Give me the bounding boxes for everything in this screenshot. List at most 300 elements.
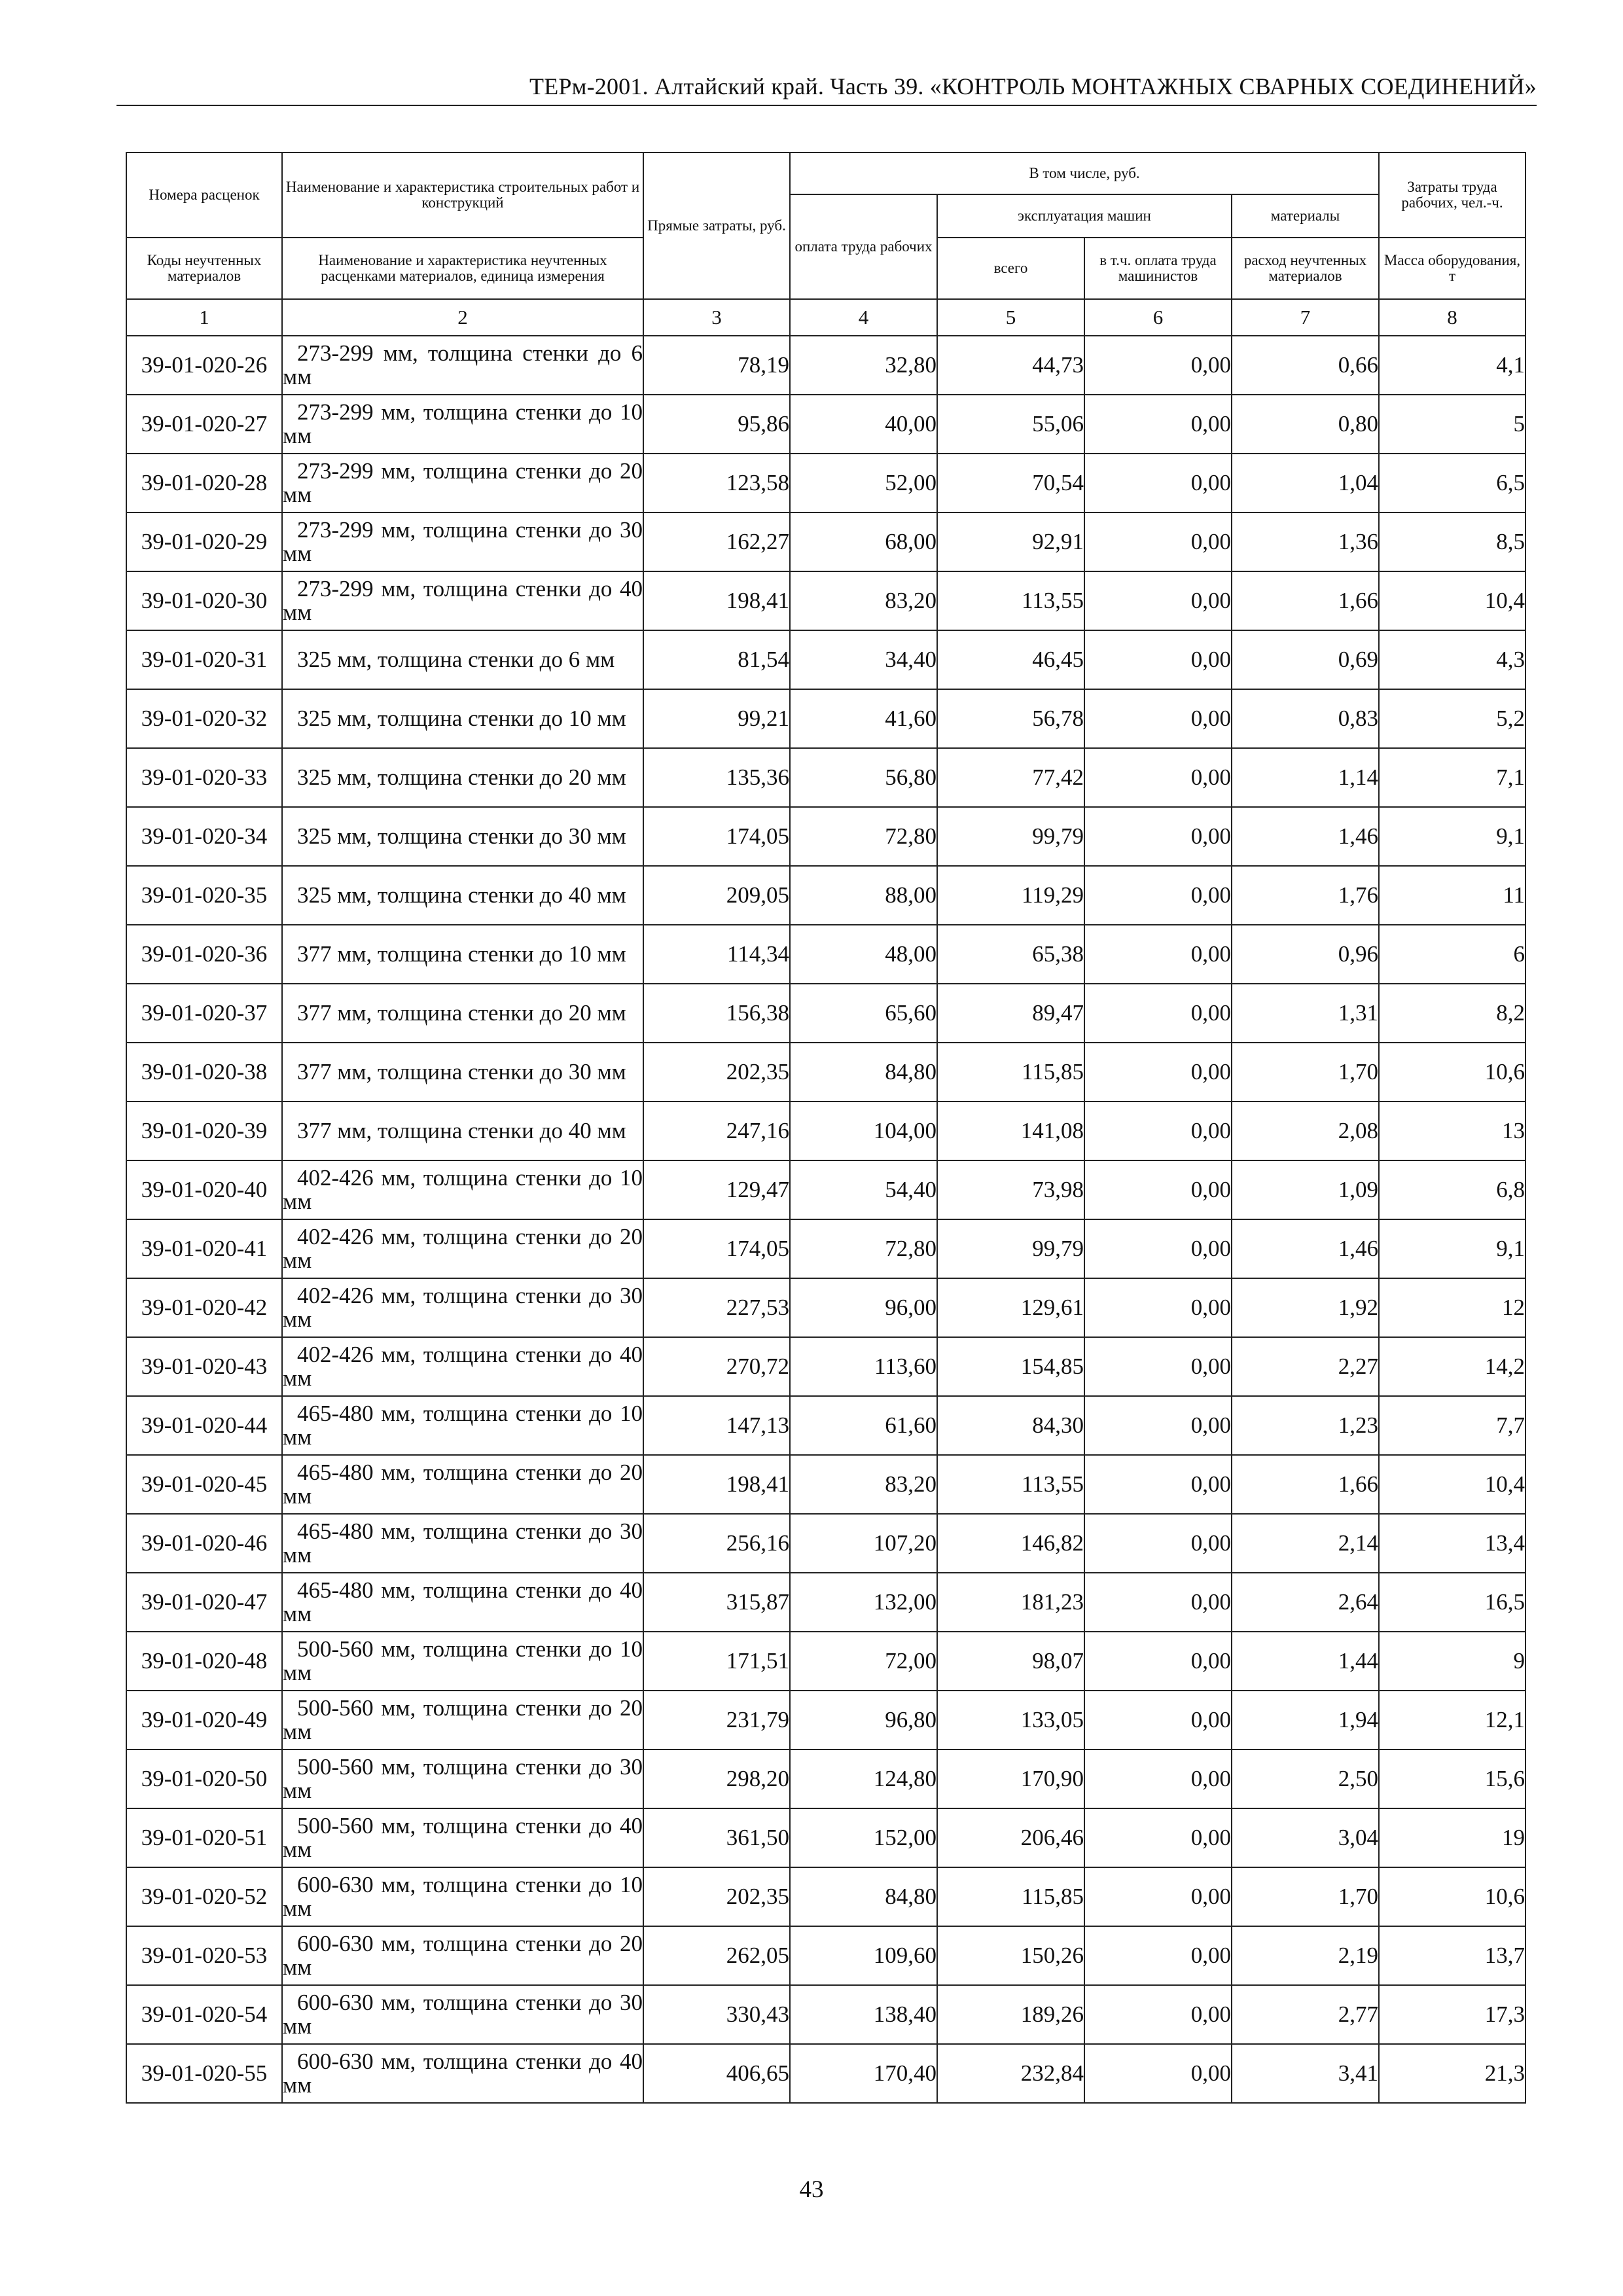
table-header	[126, 152, 1525, 336]
rate-code: 39-01-020-45	[126, 1455, 282, 1514]
column-number: 6	[1084, 299, 1232, 336]
work-name: 325 мм, толщина стенки до 30 мм	[297, 823, 626, 849]
work-name-cell	[282, 571, 643, 630]
table-row	[126, 1160, 1525, 1219]
direct-costs: 114,34	[643, 925, 790, 984]
machine-costs: 232,84	[937, 2044, 1084, 2103]
machine-costs: 133,05	[937, 1691, 1084, 1749]
table-row	[126, 630, 1525, 689]
worker-pay: 48,00	[790, 925, 937, 984]
materials-cost: 0,66	[1232, 336, 1379, 395]
header-labor-costs: Затраты труда рабочих, чел.-ч.	[1379, 152, 1525, 238]
direct-costs: 147,13	[643, 1396, 790, 1455]
rate-code: 39-01-020-28	[126, 454, 282, 512]
materials-cost: 1,76	[1232, 866, 1379, 925]
rate-code: 39-01-020-33	[126, 748, 282, 807]
direct-costs: 231,79	[643, 1691, 790, 1749]
work-name: 500-560 мм, толщина стенки до 40 мм	[283, 1813, 643, 1862]
table-row	[126, 454, 1525, 512]
machine-costs: 98,07	[937, 1632, 1084, 1691]
rate-code: 39-01-020-34	[126, 807, 282, 866]
labor-costs: 5,2	[1379, 689, 1525, 748]
machine-costs: 154,85	[937, 1337, 1084, 1396]
labor-costs: 7,7	[1379, 1396, 1525, 1455]
work-name: 273-299 мм, толщина стенки до 30 мм	[283, 517, 643, 566]
work-name-cell	[282, 807, 643, 866]
machinist-pay: 0,00	[1084, 571, 1232, 630]
table-row	[126, 1455, 1525, 1514]
work-name-cell	[282, 1867, 643, 1926]
labor-costs: 8,5	[1379, 512, 1525, 571]
machine-costs: 119,29	[937, 866, 1084, 925]
work-name: 273-299 мм, толщина стенки до 40 мм	[283, 576, 643, 625]
table-row	[126, 1632, 1525, 1691]
machine-costs: 55,06	[937, 395, 1084, 454]
machinist-pay: 0,00	[1084, 807, 1232, 866]
labor-costs: 13,7	[1379, 1926, 1525, 1985]
table-row	[126, 748, 1525, 807]
materials-cost: 1,23	[1232, 1396, 1379, 1455]
machinist-pay: 0,00	[1084, 1985, 1232, 2044]
materials-cost: 1,70	[1232, 1867, 1379, 1926]
materials-cost: 0,69	[1232, 630, 1379, 689]
work-name-cell	[282, 1926, 643, 1985]
work-name-cell	[282, 2044, 643, 2103]
worker-pay: 113,60	[790, 1337, 937, 1396]
work-name: 500-560 мм, толщина стенки до 30 мм	[283, 1754, 643, 1803]
header-machine-total: всего	[937, 238, 1084, 299]
work-name: 500-560 мм, толщина стенки до 10 мм	[283, 1636, 643, 1685]
machine-costs: 189,26	[937, 1985, 1084, 2044]
header-rule	[116, 105, 1537, 106]
work-name-cell	[282, 336, 643, 395]
work-name: 465-480 мм, толщина стенки до 20 мм	[283, 1460, 643, 1509]
worker-pay: 34,40	[790, 630, 937, 689]
rate-code: 39-01-020-43	[126, 1337, 282, 1396]
machine-costs: 170,90	[937, 1749, 1084, 1808]
direct-costs: 209,05	[643, 866, 790, 925]
table-row	[126, 395, 1525, 454]
header-direct-costs: Прямые затраты, руб.	[643, 152, 790, 299]
worker-pay: 109,60	[790, 1926, 937, 1985]
work-name: 402-426 мм, толщина стенки до 40 мм	[283, 1342, 643, 1391]
materials-cost: 1,09	[1232, 1160, 1379, 1219]
machinist-pay: 0,00	[1084, 1160, 1232, 1219]
labor-costs: 13	[1379, 1102, 1525, 1160]
machine-costs: 99,79	[937, 807, 1084, 866]
machinist-pay: 0,00	[1084, 925, 1232, 984]
work-name-cell	[282, 454, 643, 512]
rate-code: 39-01-020-53	[126, 1926, 282, 1985]
rate-code: 39-01-020-52	[126, 1867, 282, 1926]
header-materials: материалы	[1232, 194, 1379, 238]
work-name-cell	[282, 1808, 643, 1867]
header-unaccounted-consumption: расход неучтенных материалов	[1232, 238, 1379, 299]
header-work-name: Наименование и характеристика строительных работ и конструкций	[282, 152, 643, 238]
table-row	[126, 925, 1525, 984]
labor-costs: 4,1	[1379, 336, 1525, 395]
table-row	[126, 1043, 1525, 1102]
materials-cost: 1,66	[1232, 1455, 1379, 1514]
materials-cost: 2,14	[1232, 1514, 1379, 1573]
rate-code: 39-01-020-32	[126, 689, 282, 748]
materials-cost: 0,96	[1232, 925, 1379, 984]
table-row	[126, 866, 1525, 925]
worker-pay: 72,80	[790, 1219, 937, 1278]
labor-costs: 17,3	[1379, 1985, 1525, 2044]
labor-costs: 13,4	[1379, 1514, 1525, 1573]
labor-costs: 10,6	[1379, 1867, 1525, 1926]
column-number: 1	[126, 299, 282, 336]
worker-pay: 52,00	[790, 454, 937, 512]
work-name-cell	[282, 630, 643, 689]
column-numbers-row	[126, 299, 1525, 336]
materials-cost: 2,64	[1232, 1573, 1379, 1632]
work-name-cell	[282, 689, 643, 748]
table-row	[126, 1278, 1525, 1337]
direct-costs: 162,27	[643, 512, 790, 571]
machinist-pay: 0,00	[1084, 1867, 1232, 1926]
table-row	[126, 1808, 1525, 1867]
rate-code: 39-01-020-48	[126, 1632, 282, 1691]
machine-costs: 150,26	[937, 1926, 1084, 1985]
column-number: 4	[790, 299, 937, 336]
work-name: 465-480 мм, толщина стенки до 30 мм	[283, 1518, 643, 1568]
rate-code: 39-01-020-29	[126, 512, 282, 571]
direct-costs: 202,35	[643, 1867, 790, 1926]
work-name: 600-630 мм, толщина стенки до 30 мм	[283, 1990, 643, 2039]
work-name-cell	[282, 1337, 643, 1396]
labor-costs: 5	[1379, 395, 1525, 454]
materials-cost: 1,70	[1232, 1043, 1379, 1102]
table-row	[126, 807, 1525, 866]
machinist-pay: 0,00	[1084, 1926, 1232, 1985]
table-row	[126, 1219, 1525, 1278]
work-name: 325 мм, толщина стенки до 20 мм	[297, 764, 626, 790]
machine-costs: 89,47	[937, 984, 1084, 1043]
worker-pay: 32,80	[790, 336, 937, 395]
table-row	[126, 336, 1525, 395]
work-name: 325 мм, толщина стенки до 10 мм	[297, 706, 626, 731]
work-name-cell	[282, 748, 643, 807]
machinist-pay: 0,00	[1084, 1102, 1232, 1160]
materials-cost: 1,14	[1232, 748, 1379, 807]
work-name: 465-480 мм, толщина стенки до 40 мм	[283, 1577, 643, 1626]
materials-cost: 1,94	[1232, 1691, 1379, 1749]
labor-costs: 6	[1379, 925, 1525, 984]
machinist-pay: 0,00	[1084, 395, 1232, 454]
work-name-cell	[282, 1632, 643, 1691]
machinist-pay: 0,00	[1084, 1278, 1232, 1337]
worker-pay: 138,40	[790, 1985, 937, 2044]
labor-costs: 12,1	[1379, 1691, 1525, 1749]
direct-costs: 361,50	[643, 1808, 790, 1867]
materials-cost: 1,46	[1232, 807, 1379, 866]
rates-table	[126, 152, 1526, 2104]
work-name: 273-299 мм, толщина стенки до 6 мм	[283, 340, 643, 389]
table-row	[126, 1749, 1525, 1808]
machine-costs: 73,98	[937, 1160, 1084, 1219]
rate-code: 39-01-020-51	[126, 1808, 282, 1867]
worker-pay: 84,80	[790, 1043, 937, 1102]
rate-code: 39-01-020-44	[126, 1396, 282, 1455]
machinist-pay: 0,00	[1084, 1749, 1232, 1808]
machinist-pay: 0,00	[1084, 1337, 1232, 1396]
worker-pay: 132,00	[790, 1573, 937, 1632]
header-material-codes: Коды неучтенных материалов	[126, 238, 282, 299]
rate-code: 39-01-020-27	[126, 395, 282, 454]
work-name: 377 мм, толщина стенки до 40 мм	[297, 1118, 626, 1143]
work-name: 600-630 мм, толщина стенки до 40 мм	[283, 2049, 643, 2098]
direct-costs: 174,05	[643, 807, 790, 866]
machine-costs: 181,23	[937, 1573, 1084, 1632]
worker-pay: 83,20	[790, 571, 937, 630]
work-name-cell	[282, 1102, 643, 1160]
worker-pay: 72,00	[790, 1632, 937, 1691]
table-row	[126, 1573, 1525, 1632]
rate-code: 39-01-020-55	[126, 2044, 282, 2103]
rate-code: 39-01-020-54	[126, 1985, 282, 2044]
direct-costs: 330,43	[643, 1985, 790, 2044]
materials-cost: 3,41	[1232, 2044, 1379, 2103]
machine-costs: 84,30	[937, 1396, 1084, 1455]
worker-pay: 84,80	[790, 1867, 937, 1926]
table-row	[126, 1867, 1525, 1926]
work-name-cell	[282, 1160, 643, 1219]
machinist-pay: 0,00	[1084, 1043, 1232, 1102]
machine-costs: 129,61	[937, 1278, 1084, 1337]
column-number: 8	[1379, 299, 1525, 336]
work-name-cell	[282, 1219, 643, 1278]
header-including: В том числе, руб.	[790, 152, 1379, 194]
worker-pay: 61,60	[790, 1396, 937, 1455]
rate-code: 39-01-020-47	[126, 1573, 282, 1632]
table-row	[126, 1691, 1525, 1749]
rate-code: 39-01-020-39	[126, 1102, 282, 1160]
work-name: 402-426 мм, толщина стенки до 20 мм	[283, 1224, 643, 1273]
work-name-cell	[282, 984, 643, 1043]
work-name: 600-630 мм, толщина стенки до 10 мм	[283, 1872, 643, 1921]
work-name: 325 мм, толщина стенки до 40 мм	[297, 882, 626, 908]
machinist-pay: 0,00	[1084, 1396, 1232, 1455]
machine-costs: 141,08	[937, 1102, 1084, 1160]
worker-pay: 124,80	[790, 1749, 937, 1808]
materials-cost: 1,92	[1232, 1278, 1379, 1337]
work-name-cell	[282, 1514, 643, 1573]
labor-costs: 19	[1379, 1808, 1525, 1867]
worker-pay: 68,00	[790, 512, 937, 571]
materials-cost: 1,36	[1232, 512, 1379, 571]
work-name: 402-426 мм, толщина стенки до 10 мм	[283, 1165, 643, 1214]
header-worker-pay: оплата труда рабочих	[790, 194, 937, 299]
table-row	[126, 512, 1525, 571]
work-name-cell	[282, 1985, 643, 2044]
table-row	[126, 1926, 1525, 1985]
rate-code: 39-01-020-37	[126, 984, 282, 1043]
rate-code: 39-01-020-38	[126, 1043, 282, 1102]
machine-costs: 115,85	[937, 1867, 1084, 1926]
running-header: ТЕРм-2001. Алтайский край. Часть 39. «КОНТРОЛЬ МОНТАЖНЫХ СВАРНЫХ СОЕДИНЕНИЙ»	[529, 73, 1537, 99]
machinist-pay: 0,00	[1084, 336, 1232, 395]
worker-pay: 83,20	[790, 1455, 937, 1514]
machinist-pay: 0,00	[1084, 630, 1232, 689]
machinist-pay: 0,00	[1084, 512, 1232, 571]
labor-costs: 21,3	[1379, 2044, 1525, 2103]
materials-cost: 2,27	[1232, 1337, 1379, 1396]
worker-pay: 104,00	[790, 1102, 937, 1160]
table-row	[126, 2044, 1525, 2103]
materials-cost: 1,66	[1232, 571, 1379, 630]
machinist-pay: 0,00	[1084, 1808, 1232, 1867]
machine-costs: 77,42	[937, 748, 1084, 807]
work-name-cell	[282, 1278, 643, 1337]
rate-code: 39-01-020-46	[126, 1514, 282, 1573]
table-row	[126, 1396, 1525, 1455]
labor-costs: 12	[1379, 1278, 1525, 1337]
labor-costs: 6,5	[1379, 454, 1525, 512]
table-row	[126, 1985, 1525, 2044]
direct-costs: 174,05	[643, 1219, 790, 1278]
worker-pay: 65,60	[790, 984, 937, 1043]
direct-costs: 247,16	[643, 1102, 790, 1160]
direct-costs: 95,86	[643, 395, 790, 454]
direct-costs: 123,58	[643, 454, 790, 512]
worker-pay: 72,80	[790, 807, 937, 866]
work-name-cell	[282, 1749, 643, 1808]
machinist-pay: 0,00	[1084, 1632, 1232, 1691]
machine-costs: 206,46	[937, 1808, 1084, 1867]
materials-cost: 2,08	[1232, 1102, 1379, 1160]
labor-costs: 9,1	[1379, 1219, 1525, 1278]
rate-code: 39-01-020-50	[126, 1749, 282, 1808]
rate-code: 39-01-020-31	[126, 630, 282, 689]
worker-pay: 54,40	[790, 1160, 937, 1219]
machinist-pay: 0,00	[1084, 748, 1232, 807]
machine-costs: 92,91	[937, 512, 1084, 571]
work-name: 500-560 мм, толщина стенки до 20 мм	[283, 1695, 643, 1744]
materials-cost: 2,77	[1232, 1985, 1379, 2044]
work-name: 600-630 мм, толщина стенки до 20 мм	[283, 1931, 643, 1980]
materials-cost: 1,46	[1232, 1219, 1379, 1278]
labor-costs: 11	[1379, 866, 1525, 925]
materials-cost: 2,50	[1232, 1749, 1379, 1808]
machine-costs: 56,78	[937, 689, 1084, 748]
header-machinist-pay: в т.ч. оплата труда машинистов	[1084, 238, 1232, 299]
direct-costs: 202,35	[643, 1043, 790, 1102]
materials-cost: 1,04	[1232, 454, 1379, 512]
direct-costs: 135,36	[643, 748, 790, 807]
work-name-cell	[282, 512, 643, 571]
machine-costs: 70,54	[937, 454, 1084, 512]
work-name: 377 мм, толщина стенки до 20 мм	[297, 1000, 626, 1026]
machinist-pay: 0,00	[1084, 1573, 1232, 1632]
materials-cost: 1,31	[1232, 984, 1379, 1043]
work-name: 377 мм, толщина стенки до 30 мм	[297, 1059, 626, 1085]
direct-costs: 270,72	[643, 1337, 790, 1396]
labor-costs: 6,8	[1379, 1160, 1525, 1219]
work-name-cell	[282, 395, 643, 454]
direct-costs: 81,54	[643, 630, 790, 689]
column-number: 5	[937, 299, 1084, 336]
work-name-cell	[282, 1691, 643, 1749]
direct-costs: 156,38	[643, 984, 790, 1043]
machinist-pay: 0,00	[1084, 1514, 1232, 1573]
labor-costs: 10,4	[1379, 1455, 1525, 1514]
work-name-cell	[282, 1573, 643, 1632]
work-name-cell	[282, 1043, 643, 1102]
direct-costs: 256,16	[643, 1514, 790, 1573]
machine-costs: 65,38	[937, 925, 1084, 984]
machine-costs: 44,73	[937, 336, 1084, 395]
worker-pay: 88,00	[790, 866, 937, 925]
rate-code: 39-01-020-36	[126, 925, 282, 984]
worker-pay: 56,80	[790, 748, 937, 807]
rate-code: 39-01-020-40	[126, 1160, 282, 1219]
machine-costs: 46,45	[937, 630, 1084, 689]
page-number: 43	[799, 2176, 824, 2203]
work-name: 273-299 мм, толщина стенки до 10 мм	[283, 399, 643, 448]
worker-pay: 96,80	[790, 1691, 937, 1749]
header-machine-operation: эксплуатация машин	[937, 194, 1232, 238]
work-name: 377 мм, толщина стенки до 10 мм	[297, 941, 626, 967]
labor-costs: 14,2	[1379, 1337, 1525, 1396]
machinist-pay: 0,00	[1084, 984, 1232, 1043]
column-number: 2	[282, 299, 643, 336]
materials-cost: 1,44	[1232, 1632, 1379, 1691]
rate-code: 39-01-020-41	[126, 1219, 282, 1278]
work-name: 325 мм, толщина стенки до 6 мм	[297, 647, 615, 672]
direct-costs: 315,87	[643, 1573, 790, 1632]
direct-costs: 99,21	[643, 689, 790, 748]
direct-costs: 198,41	[643, 1455, 790, 1514]
machinist-pay: 0,00	[1084, 454, 1232, 512]
labor-costs: 7,1	[1379, 748, 1525, 807]
work-name: 273-299 мм, толщина стенки до 20 мм	[283, 458, 643, 507]
machinist-pay: 0,00	[1084, 689, 1232, 748]
labor-costs: 16,5	[1379, 1573, 1525, 1632]
materials-cost: 3,04	[1232, 1808, 1379, 1867]
labor-costs: 10,6	[1379, 1043, 1525, 1102]
labor-costs: 15,6	[1379, 1749, 1525, 1808]
direct-costs: 129,47	[643, 1160, 790, 1219]
machinist-pay: 0,00	[1084, 2044, 1232, 2103]
rate-code: 39-01-020-42	[126, 1278, 282, 1337]
work-name-cell	[282, 1396, 643, 1455]
worker-pay: 41,60	[790, 689, 937, 748]
materials-cost: 0,83	[1232, 689, 1379, 748]
worker-pay: 170,40	[790, 2044, 937, 2103]
worker-pay: 107,20	[790, 1514, 937, 1573]
table-row	[126, 1514, 1525, 1573]
rate-code: 39-01-020-35	[126, 866, 282, 925]
direct-costs: 78,19	[643, 336, 790, 395]
header-equipment-mass: Масса оборудования, т	[1379, 238, 1525, 299]
column-number: 7	[1232, 299, 1379, 336]
worker-pay: 152,00	[790, 1808, 937, 1867]
labor-costs: 9	[1379, 1632, 1525, 1691]
labor-costs: 8,2	[1379, 984, 1525, 1043]
column-number: 3	[643, 299, 790, 336]
work-name-cell	[282, 925, 643, 984]
direct-costs: 298,20	[643, 1749, 790, 1808]
machine-costs: 115,85	[937, 1043, 1084, 1102]
materials-cost: 0,80	[1232, 395, 1379, 454]
table-row	[126, 571, 1525, 630]
materials-cost: 2,19	[1232, 1926, 1379, 1985]
machinist-pay: 0,00	[1084, 1691, 1232, 1749]
table-row	[126, 1337, 1525, 1396]
worker-pay: 96,00	[790, 1278, 937, 1337]
